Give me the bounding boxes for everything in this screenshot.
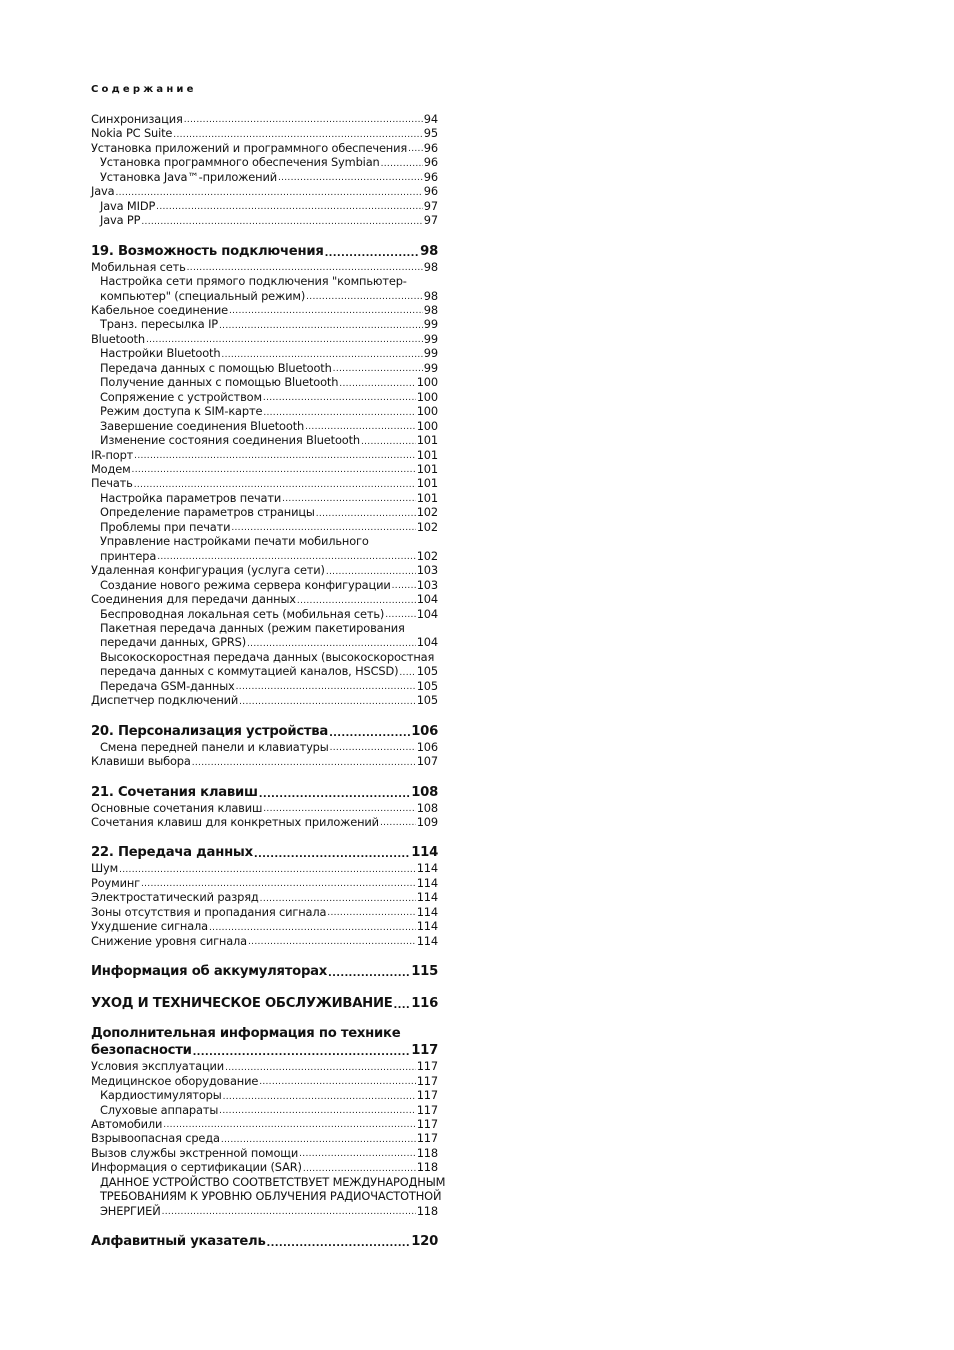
dot-leader <box>236 681 416 693</box>
dot-leader <box>156 201 423 213</box>
toc-entry[interactable] <box>91 1131 438 1145</box>
toc-page-number: 115 <box>411 964 438 980</box>
toc-page-number: 98 <box>423 302 438 317</box>
dot-leader <box>141 878 416 890</box>
dot-leader <box>221 349 422 361</box>
dot-leader <box>247 638 416 650</box>
page-header: Содержание <box>91 84 197 95</box>
toc-page-number: 117 <box>416 1059 438 1074</box>
toc-page-number: 117 <box>416 1073 438 1088</box>
toc-entry-title: Создание нового режима сервера конфигурации <box>100 577 391 592</box>
toc-page-number: 100 <box>416 418 438 433</box>
toc-entry[interactable] <box>91 303 438 317</box>
toc-page-number: 105 <box>416 693 438 708</box>
dot-leader <box>361 436 416 448</box>
toc-entry[interactable] <box>91 361 438 375</box>
toc-page-number: 100 <box>416 375 438 390</box>
toc-page-number: 104 <box>416 635 438 650</box>
toc-entry-title: Транз. пересылка IP <box>100 317 219 332</box>
toc-entry-title: Java <box>91 184 115 199</box>
toc-entry-title: Установка приложений и программного обеспечения <box>91 140 408 155</box>
toc-entry-title: 20. Персонализация устройства <box>91 723 329 739</box>
toc-entry[interactable] <box>91 635 438 649</box>
dot-leader <box>157 551 416 563</box>
toc-entry-title: Снижение уровня сигнала <box>91 933 248 948</box>
toc-page-number: 97 <box>423 213 438 228</box>
toc-page-number: 109 <box>416 815 438 830</box>
dot-leader <box>248 936 416 948</box>
toc-entry[interactable] <box>91 1103 438 1117</box>
dot-leader <box>134 450 416 462</box>
toc-chapter[interactable] <box>91 723 438 740</box>
dot-leader <box>132 464 416 476</box>
toc-page-number: 118 <box>416 1203 438 1218</box>
toc-page-number: 96 <box>423 169 438 184</box>
toc-page-number: 97 <box>423 198 438 213</box>
toc-entry[interactable] <box>91 476 438 490</box>
dot-leader <box>162 1206 416 1218</box>
toc-entry-title: Nokia PC Suite <box>91 126 173 141</box>
toc-entry-title: Установка программного обеспечения Symbian <box>100 155 380 170</box>
toc-entry[interactable] <box>91 462 438 476</box>
toc-entry-title: Роуминг <box>91 875 140 890</box>
toc-page-number: 101 <box>416 476 438 491</box>
toc-entry-title: Сочетания клавиш для конкретных приложений <box>91 815 379 830</box>
toc-entry-title: Соединения для передачи данных <box>91 592 296 607</box>
dot-leader <box>209 922 416 934</box>
toc-entry-continued-line: Настройка сети прямого подключения "компьютер- <box>100 274 407 289</box>
toc-page-number: 96 <box>423 184 438 199</box>
toc-entry[interactable] <box>91 433 438 447</box>
dot-leader <box>115 187 422 199</box>
toc-entry-title: Режим доступа к SIM-карте <box>100 404 263 419</box>
toc-entry-title: Условия эксплуатации <box>91 1059 225 1074</box>
dot-leader <box>163 1119 415 1131</box>
toc-entry-title: Зоны отсутствия и пропадания сигнала <box>91 904 327 919</box>
toc-page-number: 114 <box>416 890 438 905</box>
dot-leader <box>263 392 416 404</box>
dot-leader <box>333 363 423 375</box>
toc-entry-title: Передача данных с помощью Bluetooth <box>100 360 332 375</box>
toc-page-number: 108 <box>411 784 438 800</box>
dot-leader <box>327 907 415 919</box>
toc-page-number: 98 <box>423 288 438 303</box>
toc-page-number: 108 <box>416 800 438 815</box>
toc-entry-title: Смена передней панели и клавиатуры <box>100 739 329 754</box>
toc-page-number: 104 <box>416 606 438 621</box>
toc-entry[interactable] <box>91 1160 438 1174</box>
toc-entry[interactable] <box>91 505 438 519</box>
toc-entry[interactable] <box>91 801 438 815</box>
toc-entry[interactable] <box>91 1146 438 1160</box>
toc-entry-title: Изменение состояния соединения Bluetooth <box>100 433 360 448</box>
toc-entry-continued-line: ТРЕБОВАНИЯМ К УРОВНЮ ОБЛУЧЕНИЯ РАДИОЧАСТОТНОЙ <box>100 1189 442 1204</box>
toc-entry-title: Мобильная сеть <box>91 259 186 274</box>
toc-entry-title: Bluetooth <box>91 331 145 346</box>
toc-page-number: 120 <box>411 1234 438 1250</box>
toc-entry-title: Взрывоопасная среда <box>91 1131 220 1146</box>
toc-entry[interactable] <box>91 861 438 875</box>
toc-page-number: 118 <box>416 1160 438 1175</box>
toc-entry-title: Медицинское оборудование <box>91 1073 259 1088</box>
dot-leader <box>380 817 416 829</box>
toc-entry-title: безопасности <box>91 1043 192 1059</box>
toc-page-number: 117 <box>416 1102 438 1117</box>
dot-leader <box>141 216 422 228</box>
toc-entry-title: Информация о сертификации (SAR) <box>91 1160 302 1175</box>
dot-leader <box>325 248 420 260</box>
toc-entry-title: Кардиостимуляторы <box>100 1088 222 1103</box>
dot-leader <box>134 479 416 491</box>
toc-entry[interactable] <box>91 1088 438 1102</box>
dot-leader <box>254 849 410 861</box>
toc-chapter[interactable] <box>91 784 438 801</box>
dot-leader <box>229 305 423 317</box>
toc-entry[interactable] <box>91 404 438 418</box>
toc-page-number: 117 <box>411 1043 438 1059</box>
toc-entry-title: Java MIDP <box>100 198 156 213</box>
toc-entry-title: УХОД И ТЕХНИЧЕСКОЕ ОБСЛУЖИВАНИЕ <box>91 996 393 1012</box>
toc-chapter[interactable] <box>91 844 438 861</box>
toc-entry-title: Установка Java™-приложений <box>100 169 277 184</box>
dot-leader <box>297 595 416 607</box>
toc-page-number: 101 <box>416 490 438 505</box>
dot-leader <box>305 421 416 433</box>
toc-entry-title: 19. Возможность подключения <box>91 243 324 259</box>
toc-entry-title: IR-порт <box>91 447 134 462</box>
toc-entry-title: Передача GSM-данных <box>100 678 235 693</box>
toc-page-number: 116 <box>411 996 438 1012</box>
toc-entry-title: Кабельное соединение <box>91 302 228 317</box>
dot-leader <box>394 1000 411 1012</box>
toc-entry[interactable] <box>91 332 438 346</box>
toc-entry-title: 22. Передача данных <box>91 845 253 861</box>
toc-page-number: 114 <box>416 861 438 876</box>
toc-entry-title: Диспетчер подключений <box>91 693 239 708</box>
toc-entry-continued-line: Управление настройками печати мобильного <box>100 534 369 549</box>
toc-entry-title: Печать <box>91 476 133 491</box>
toc-chapter[interactable] <box>91 1042 438 1059</box>
dot-leader <box>329 728 410 740</box>
toc-entry[interactable] <box>91 491 438 505</box>
toc-entry[interactable] <box>91 375 438 389</box>
dot-leader <box>219 1105 416 1117</box>
toc-entry-title: Алфавитный указатель <box>91 1234 266 1250</box>
toc-page-number: 105 <box>416 664 438 679</box>
toc-entry-title: Модем <box>91 461 131 476</box>
toc-page-number: 104 <box>416 592 438 607</box>
toc-entry-title: Определение параметров страницы <box>100 505 315 520</box>
toc-entry-title: ЭНЕРГИЕЙ <box>100 1203 161 1218</box>
toc-page-number: 114 <box>416 904 438 919</box>
dot-leader <box>263 407 415 419</box>
toc-entry[interactable] <box>91 890 438 904</box>
toc-entry[interactable] <box>91 578 438 592</box>
toc-entry[interactable] <box>91 592 438 606</box>
dot-leader <box>303 1163 416 1175</box>
toc-entry-title: Ухудшение сигнала <box>91 919 208 934</box>
dot-leader <box>223 1091 416 1103</box>
dot-leader <box>263 803 415 815</box>
toc-page-number: 114 <box>416 933 438 948</box>
toc-page-number: 102 <box>416 519 438 534</box>
toc-entry-title: передача данных с коммутацией каналов, HSCSD) <box>100 664 399 679</box>
toc-page-number: 99 <box>423 331 438 346</box>
toc-entry[interactable] <box>91 1074 438 1088</box>
toc-entry[interactable] <box>91 1059 438 1073</box>
toc-entry-title: Шум <box>91 861 119 876</box>
toc-entry-title: Удаленная конфигурация (услуга сети) <box>91 563 325 578</box>
toc-entry[interactable] <box>91 520 438 534</box>
toc-entry[interactable] <box>91 1204 438 1218</box>
toc-entry[interactable] <box>91 141 438 155</box>
dot-leader <box>146 334 423 346</box>
toc-entry[interactable] <box>91 289 438 303</box>
toc-entry-title: Автомобили <box>91 1117 163 1132</box>
dot-leader <box>184 114 423 126</box>
toc-entry[interactable] <box>91 448 438 462</box>
toc-page-number: 102 <box>416 548 438 563</box>
toc-entry[interactable] <box>91 390 438 404</box>
toc-page-number: 117 <box>416 1088 438 1103</box>
dot-leader <box>326 566 416 578</box>
toc-page-number: 105 <box>416 678 438 693</box>
dot-leader <box>339 378 415 390</box>
toc-entry[interactable] <box>91 679 438 693</box>
dot-leader <box>192 757 416 769</box>
dot-leader <box>408 143 423 155</box>
toc-entry-title: Проблемы при печати <box>100 519 231 534</box>
toc-entry[interactable] <box>91 317 438 331</box>
toc-entry[interactable] <box>91 693 438 707</box>
toc-chapter[interactable] <box>91 1233 438 1250</box>
toc-entry[interactable] <box>91 905 438 919</box>
toc-entry-title: Беспроводная локальная сеть (мобильная сеть) <box>100 606 385 621</box>
dot-leader <box>231 522 415 534</box>
toc-page-number: 117 <box>416 1117 438 1132</box>
dot-leader <box>239 696 416 708</box>
toc-entry[interactable] <box>91 346 438 360</box>
toc-entry-title: Сопряжение с устройством <box>100 389 262 404</box>
dot-leader <box>399 667 415 679</box>
toc-entry[interactable] <box>91 549 438 563</box>
toc-page-number: 114 <box>416 919 438 934</box>
toc-entry[interactable] <box>91 184 438 198</box>
table-of-contents <box>91 112 446 1250</box>
dot-leader <box>259 1076 416 1088</box>
toc-page-number: 94 <box>423 112 438 126</box>
dot-leader <box>187 262 423 274</box>
toc-entry-title: Синхронизация <box>91 112 183 126</box>
dot-leader <box>392 580 416 592</box>
toc-page-number: 99 <box>423 346 438 361</box>
toc-page-number: 106 <box>411 723 438 739</box>
toc-chapter[interactable] <box>91 995 438 1012</box>
toc-entry-title: компьютер" (специальный режим) <box>100 288 306 303</box>
dot-leader <box>173 129 423 141</box>
toc-entry-continued-line: Высокоскоростная передача данных (высокоскоростная <box>100 649 435 664</box>
dot-leader <box>193 1047 411 1059</box>
dot-leader <box>385 609 415 621</box>
dot-leader <box>330 742 416 754</box>
toc-entry-title: Слуховые аппараты <box>100 1102 219 1117</box>
toc-entry-title: Получение данных с помощью Bluetooth <box>100 375 339 390</box>
toc-page-number: 101 <box>416 433 438 448</box>
toc-entry-continued-line: Дополнительная информация по технике <box>91 1026 401 1042</box>
toc-page-number: 99 <box>423 317 438 332</box>
toc-page-number: 95 <box>423 126 438 141</box>
toc-page-number: 101 <box>416 447 438 462</box>
toc-entry[interactable] <box>91 112 438 126</box>
dot-leader <box>278 172 423 184</box>
toc-entry[interactable] <box>91 754 438 768</box>
toc-entry-title: Информация об аккумуляторах <box>91 964 328 980</box>
toc-entry[interactable] <box>91 876 438 890</box>
toc-page-number: 114 <box>411 845 438 861</box>
dot-leader <box>299 1148 416 1160</box>
toc-entry[interactable] <box>91 563 438 577</box>
dot-leader <box>221 1134 416 1146</box>
toc-page-number: 102 <box>416 505 438 520</box>
toc-entry[interactable] <box>91 170 438 184</box>
toc-entry[interactable] <box>91 260 438 274</box>
toc-entry-title: Настройки Bluetooth <box>100 346 221 361</box>
dot-leader <box>267 1238 411 1250</box>
toc-entry[interactable] <box>91 740 438 754</box>
toc-page-number: 98 <box>420 243 438 259</box>
toc-entry[interactable] <box>91 126 438 140</box>
toc-entry[interactable] <box>91 934 438 948</box>
toc-entry-title: Клавиши выбора <box>91 754 191 769</box>
toc-entry-title: Электростатический разряд <box>91 890 259 905</box>
toc-page-number: 107 <box>416 754 438 769</box>
toc-page-number: 96 <box>423 140 438 155</box>
toc-entry-title: Основные сочетания клавиш <box>91 800 263 815</box>
toc-page-number: 99 <box>423 360 438 375</box>
dot-leader <box>381 158 423 170</box>
dot-leader <box>328 968 410 980</box>
toc-entry[interactable] <box>91 664 438 678</box>
toc-page-number: 96 <box>423 155 438 170</box>
toc-entry-title: принтера <box>100 548 157 563</box>
toc-chapter[interactable] <box>91 963 438 980</box>
dot-leader <box>316 508 416 520</box>
toc-entry[interactable] <box>91 815 438 829</box>
toc-page-number: 118 <box>416 1145 438 1160</box>
toc-entry[interactable] <box>91 155 438 169</box>
dot-leader <box>306 291 423 303</box>
dot-leader <box>282 493 416 505</box>
dot-leader <box>259 789 410 801</box>
toc-page-number: 100 <box>416 404 438 419</box>
toc-entry[interactable] <box>91 213 438 227</box>
toc-entry-title: передачи данных, GPRS) <box>100 635 247 650</box>
toc-page-number: 103 <box>416 577 438 592</box>
toc-entry-continued-line: ДАННОЕ УСТРОЙСТВО СООТВЕТСТВУЕТ МЕЖДУНАРОДНЫМ <box>100 1174 446 1189</box>
toc-entry-title: Вызов службы экстренной помощи <box>91 1145 299 1160</box>
toc-entry-title: Настройка параметров печати <box>100 490 282 505</box>
toc-entry-title: Java PP <box>100 213 141 228</box>
toc-entry[interactable] <box>91 919 438 933</box>
dot-leader <box>119 864 416 876</box>
toc-entry-title: Завершение соединения Bluetooth <box>100 418 305 433</box>
toc-entry-title: 21. Сочетания клавиш <box>91 784 258 800</box>
toc-entry[interactable] <box>91 199 438 213</box>
dot-leader <box>219 320 423 332</box>
dot-leader <box>260 893 416 905</box>
toc-page-number: 98 <box>423 259 438 274</box>
dot-leader <box>225 1062 416 1074</box>
toc-page-number: 100 <box>416 389 438 404</box>
toc-page-number: 114 <box>416 875 438 890</box>
toc-entry[interactable] <box>91 607 438 621</box>
toc-page-number: 103 <box>416 563 438 578</box>
toc-page-number: 117 <box>416 1131 438 1146</box>
toc-chapter[interactable] <box>91 243 438 260</box>
toc-entry[interactable] <box>91 1117 438 1131</box>
toc-page-number: 101 <box>416 461 438 476</box>
toc-entry-continued-line: Пакетная передача данных (режим пакетирования <box>100 620 405 635</box>
toc-page-number: 106 <box>416 739 438 754</box>
toc-entry[interactable] <box>91 419 438 433</box>
